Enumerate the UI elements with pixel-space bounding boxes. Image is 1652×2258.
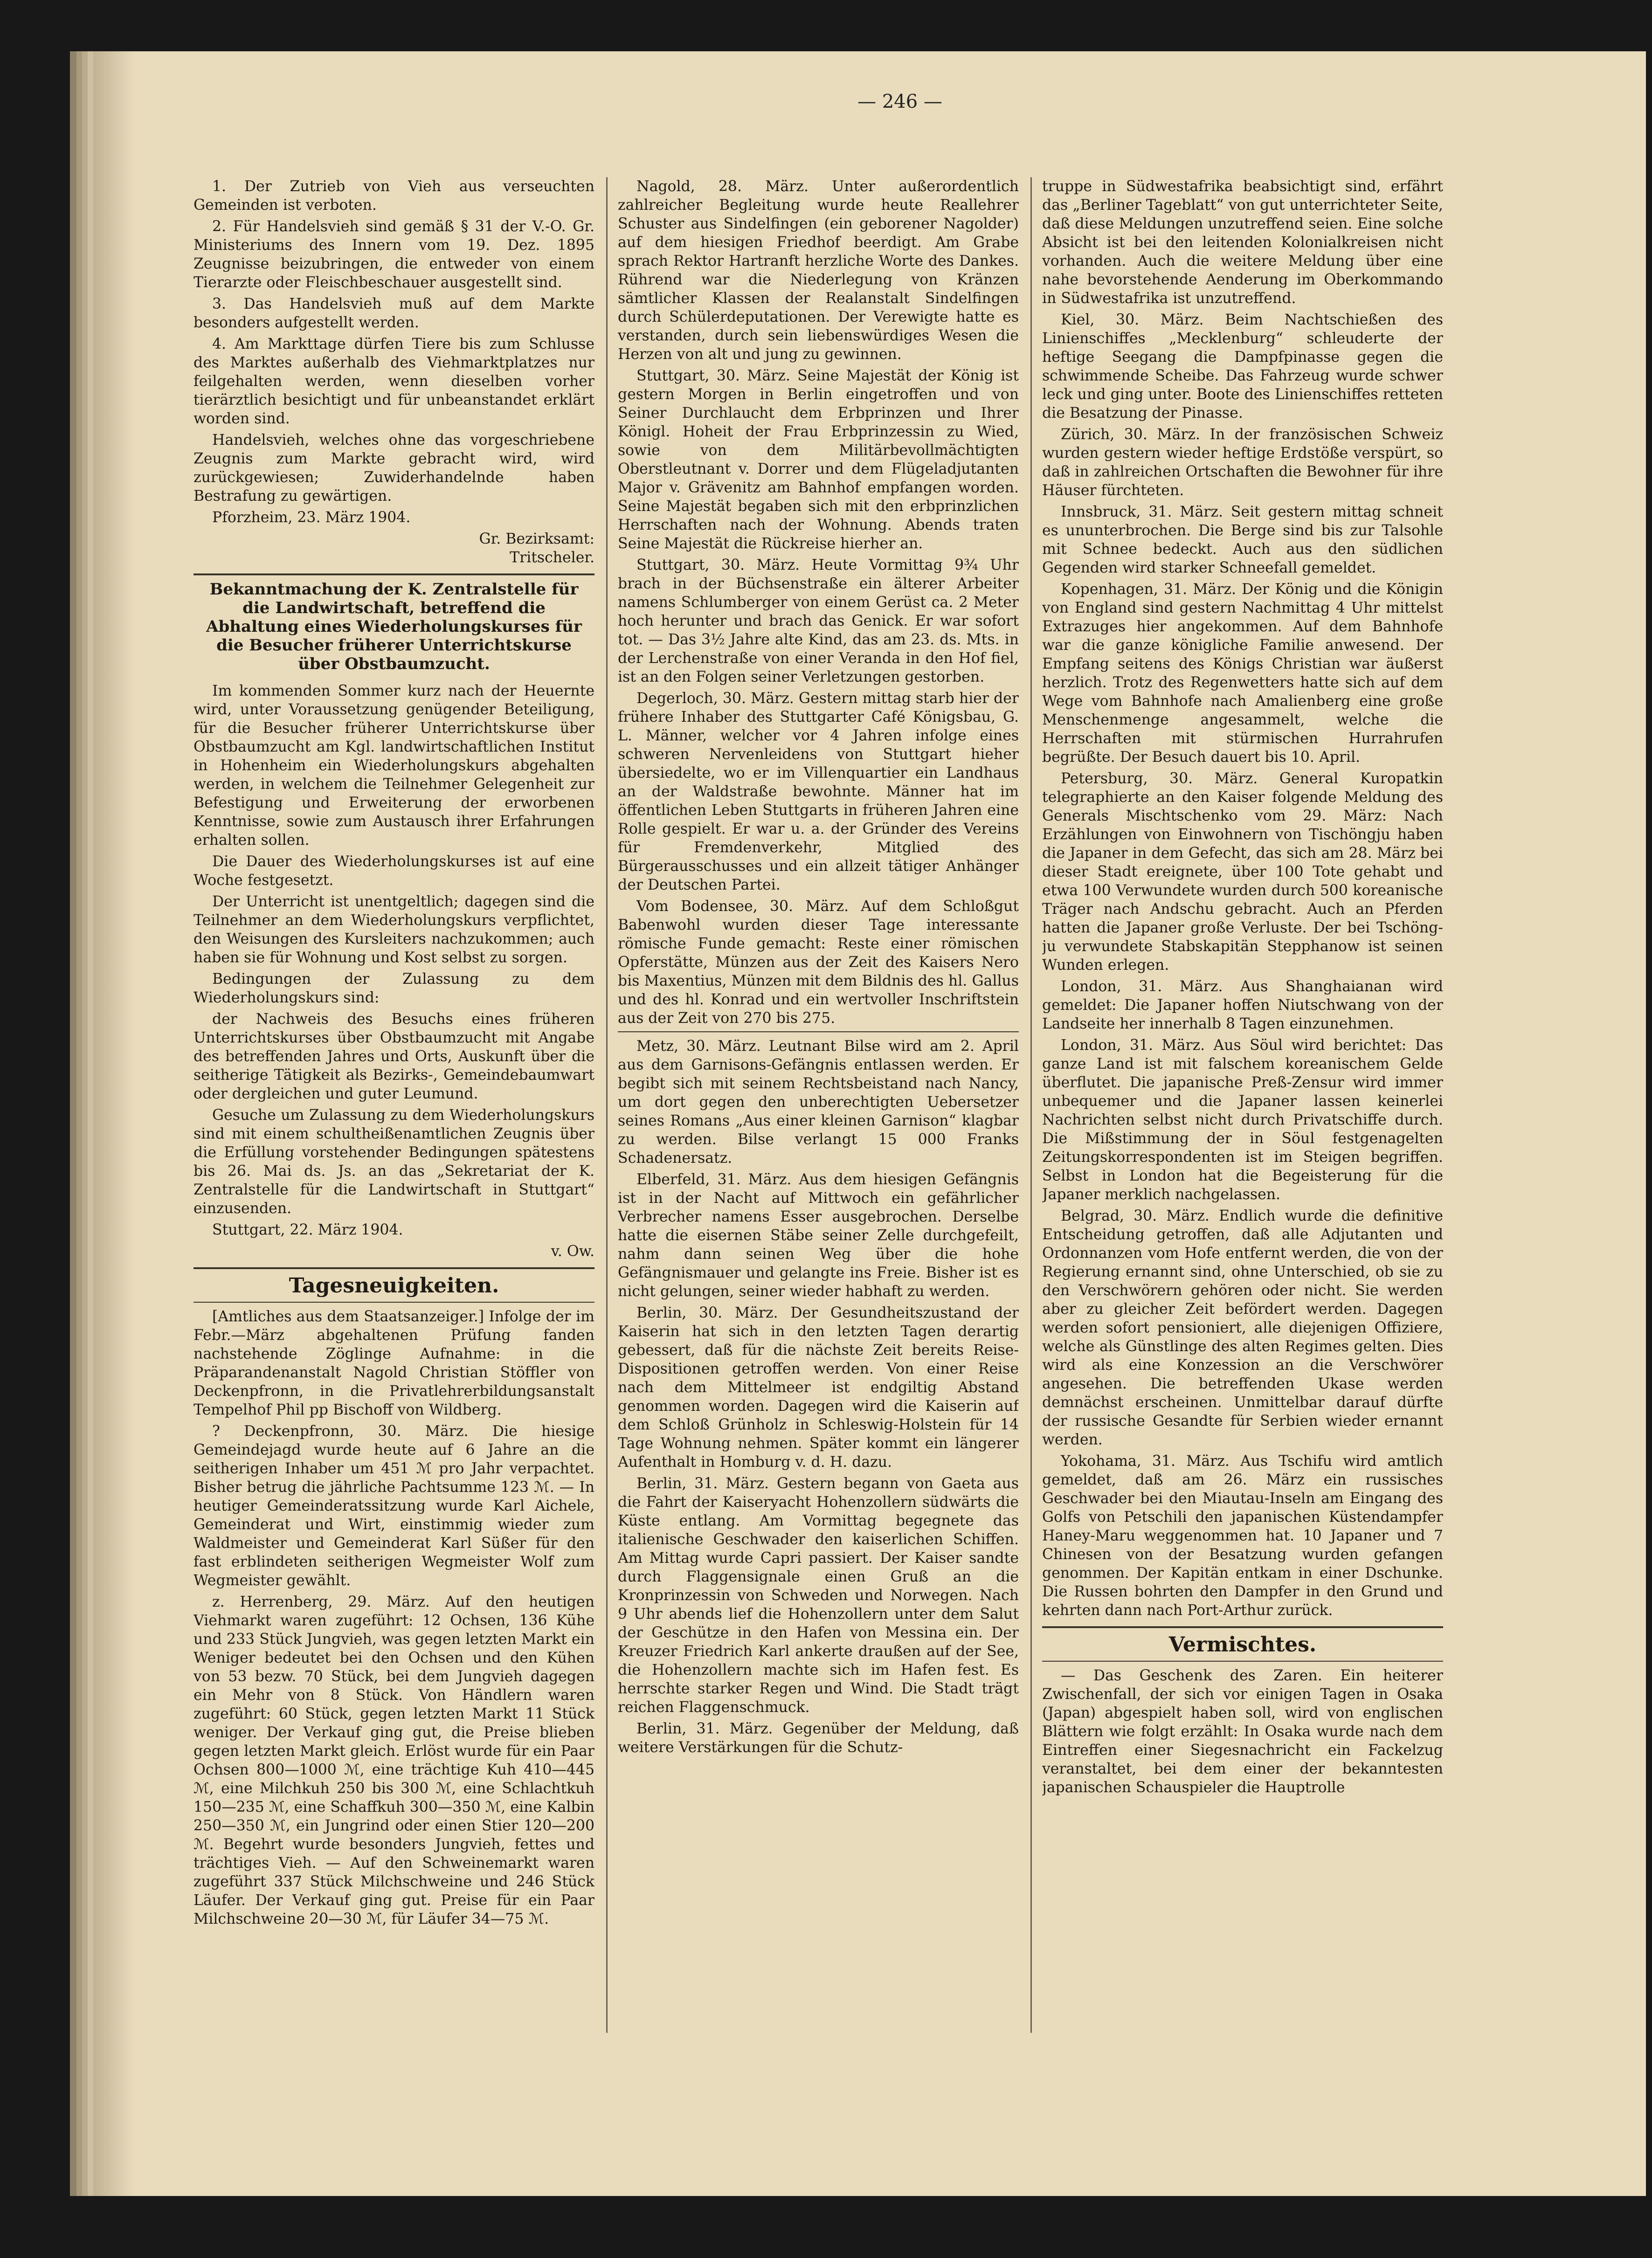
paragraph: Der Unterricht ist unentgeltlich; dagegen sind die Teilnehmer an dem Wiederholungskurs verpflichtet, den Weisungen des Kursleiters nachzukommen; auch haben sie für Wohnung und Kost selbst zu sorgen. bbox=[194, 893, 594, 966]
signature-name: Tritscheler. bbox=[510, 549, 594, 566]
news-item: Berlin, 30. März. Der Gesundheitszustand der Kaiserin hat sich in den letzten Tagen derartig gebessert, daß für die nächste Zeit bereits Reise-Dispositionen getroffen werden. Von einer Reise nach dem Mittelmeer ist endgiltig Abstand genommen worden. Dagegen wird die Kaiserin auf dem Schloß Grünholz in Schleswig-Holstein für 14 Tage Wohnung nehmen. Später kommt ein längerer Aufenthalt in Homburg v. d. H. dazu. bbox=[618, 1305, 1019, 1471]
signature-office: Gr. Bezirksamt: bbox=[479, 531, 594, 547]
list-item: 3. Das Handelsvieh muß auf dem Markte besonders aufgestellt werden. bbox=[194, 296, 594, 331]
news-item: Stuttgart, 30. März. Heute Vormittag 9¾ Uhr brach in der Büchsenstraße ein älterer Arbeiter namens Schlumberger von einem Gerüst ca. 2 Meter hoch herunter und brach das Genick. Er war sofort tot. — Das 3½ Jahre alte Kind, das am 23. ds. Mts. in der Lerchenstraße von einer Veranda in den Hof fiel, ist an den Folgen seiner Verletzungen gestorben. bbox=[618, 557, 1019, 685]
section-rule bbox=[618, 1031, 1019, 1032]
news-item: Yokohama, 31. März. Aus Tschifu wird amtlich gemeldet, daß am 26. März ein russisches Geschwader bei den Miautau-Inseln am Eingang des Golfs von Petschili den japanischen Küstendampfer Haney-Maru weggenommen hat. 10 Japaner und 7 Chinesen von der Besatzung wurden gefangen genommen. Der Kapitän entkam in einer Dschunke. Die Russen bohrten den Dampfer in den Grund und kehrten dann nach Port-Arthur zurück. bbox=[1042, 1453, 1443, 1619]
column-divider bbox=[1030, 177, 1032, 2033]
dateline: Pforzheim, 23. März 1904. bbox=[212, 509, 411, 526]
column-divider bbox=[606, 177, 608, 2033]
news-item: Metz, 30. März. Leutnant Bilse wird am 2. April aus dem Garnisons-Gefängnis entlassen werden. Er begibt sich mit seinem Rechtsbeistand nach Nancy, um dort gegen den unberechtigten Uebersetzer seines Romans „Aus einer kleinen Garnison“ klagbar zu werden. Bilse verlangt 15 000 Franks Schadenersatz. bbox=[618, 1038, 1019, 1167]
news-item: — Das Geschenk des Zaren. Ein heiterer Zwischenfall, der sich vor einigen Tagen in Osaka (Japan) abgespielt haben soll, wird von englischen Blättern wie folgt erzählt: In Osaka wurde nach dem Eintreffen einer Siegesnachricht ein Fackelzug veranstaltet, bei dem einer der bekanntesten japanischen Schauspieler die Hauptrolle bbox=[1042, 1667, 1443, 1796]
news-item: Elberfeld, 31. März. Aus dem hiesigen Gefängnis ist in der Nacht auf Mittwoch ein gefährlicher Verbrecher namens Esser ausgebrochen. Derselbe hatte die eisernen Stäbe seiner Zelle durchgefeilt, nahm dann seinen Weg über die hohe Gefängnismauer und gelangte ins Freie. Bisher ist es nicht gelungen, seiner wieder habhaft zu werden. bbox=[618, 1171, 1019, 1300]
news-item: Degerloch, 30. März. Gestern mittag starb hier der frühere Inhaber des Stuttgarter Café Königsbau, G. L. Männer, welcher vor 4 Jahren infolge eines schweren Nervenleidens von Stuttgart hieher übersiedelte, wo er im Villenquartier ein Landhaus an der Waldstraße bewohnte. Männer hat im öffentlichen Leben Stuttgarts in früheren Jahren eine Rolle gespielt. Er war u. a. der Gründer des Vereins für Fremdenverkehr, Mitglied des Bürgerausschusses und ein allzeit tätiger Anhänger der Deutschen Partei. bbox=[618, 690, 1019, 893]
news-item: Berlin, 31. März. Gegenüber der Meldung, daß weitere Verstärkungen für die Schutz- bbox=[618, 1720, 1019, 1756]
page-number: — 246 — bbox=[857, 91, 942, 112]
list-item: 2. Für Handelsvieh sind gemäß § 31 der V.-O. Gr. Ministeriums des Innern vom 19. Dez. 1895 Zeugnisse beizubringen, die entweder von einem Tierarzte oder Fleischbeschauer ausgestellt sind. bbox=[194, 218, 594, 291]
dateline: Stuttgart, 22. März 1904. bbox=[212, 1222, 403, 1238]
list-item: 4. Am Markttage dürfen Tiere bis zum Schlusse des Marktes außerhalb des Viehmarktplatzes nur feilgehalten werden, wenn dieselben vorher tierärztlich besichtigt und für unbeanstandet erklärt worden sind. bbox=[194, 336, 594, 427]
section-rule bbox=[194, 1267, 594, 1269]
section-rule bbox=[1042, 1626, 1443, 1628]
column-1 bbox=[194, 177, 594, 2042]
column-2 bbox=[618, 177, 1019, 2042]
heading-tagesneuigkeiten: Tagesneuigkeiten. bbox=[289, 1274, 499, 1298]
news-item: Vom Bodensee, 30. März. Auf dem Schloßgut Babenwohl wurden dieser Tage interessante römische Funde gemacht: Reste einer römischen Opferstätte, Münzen aus der Zeit des Kaisers Nero bis Maxentius, Münzen mit dem Bildnis des hl. Gallus und des hl. Konrad und ein wertvoller Inschriftstein aus der Zeit von 270 bis 275. bbox=[618, 898, 1019, 1027]
paragraph: der Nachweis des Besuchs eines früheren Unterrichtskurses über Obstbaumzucht mit Angabe des betreffenden Jahres und Orts, Auskunft über die seitherige Tätigkeit als Bezirks-, Gemeindebaumwart oder dergleichen und guter Leumund. bbox=[194, 1011, 594, 1102]
section-rule bbox=[194, 573, 594, 575]
news-item: Nagold, 28. März. Unter außerordentlich zahlreicher Begleitung wurde heute Reallehrer Schuster aus Sindelfingen (ein geborener Nagolder) auf dem hiesigen Friedhof beerdigt. Am Grabe sprach Rektor Hartranft herzliche Worte des Dankes. Rührend war die Niederlegung von Kränzen sämtlicher Klassen der Realanstalt Sindelfingen durch Schülerdeputationen. Der Verewigte hatte es verstanden, durch sein liebenswürdiges Wesen die Herzen von alt und jung zu gewinnen. bbox=[618, 178, 1019, 363]
news-item: Kiel, 30. März. Beim Nachtschießen des Linienschiffes „Mecklenburg“ schleuderte der heftige Seegang die Dampfpinasse gegen die schwimmende Scheibe. Das Fahrzeug wurde schwer leck und ging unter. Boote des Linienschiffes retteten die Besatzung der Pinasse. bbox=[1042, 311, 1443, 421]
section-rule bbox=[1042, 1661, 1443, 1662]
news-item: Kopenhagen, 31. März. Der König und die Königin von England sind gestern Nachmittag 4 Uhr mittelst Extrazuges hier angekommen. Auf dem Bahnhofe war die ganze königliche Familie anwesend. Der Empfang seitens des Königs Christian war äußerst herzlich. Trotz des Regenwetters hatte sich auf dem Wege vom Bahnhofe nach Amalienberg eine große Menschenmenge angesammelt, welche die Herrschaften mit stürmischen Hurrahrufen begrüßte. Der Besuch dauert bis 10. April. bbox=[1042, 581, 1443, 766]
news-item: Stuttgart, 30. März. Seine Majestät der König ist gestern Morgen in Berlin eingetroffen und von Seiner Durchlaucht dem Erbprinzen und Ihrer Königl. Hoheit der Frau Erbprinzessin zu Wied, sowie von dem Militärbevollmächtigten Oberstleutnant v. Dorrer und dem Flügeladjutanten Major v. Grävenitz am Bahnhof empfangen worden. Seine Majestät begaben sich mit den erbprinzlichen Herrschaften nach der Wohnung. Abends traten Seine Majestät die Rückreise hierher an. bbox=[618, 367, 1019, 552]
paragraph: Gesuche um Zulassung zu dem Wiederholungskurs sind mit einem schultheißenamtlichen Zeugnis über die Erfüllung vorstehender Bedingungen spätestens bis 26. Mai ds. Js. an das „Sekretariat der K. Zentralstelle für die Landwirtschaft in Stuttgart“ einzusenden. bbox=[194, 1107, 594, 1217]
section-rule bbox=[194, 1302, 594, 1303]
news-item: [Amtliches aus dem Staatsanzeiger.] Infolge der im Febr.—März abgehaltenen Prüfung fanden nachstehende Zöglinge Aufnahme: in die Präparandenanstalt Nagold Christian Stöffler von Deckenpfronn, in die Privatlehrerbildungsanstalt Tempelhof Phil pp Bischoff von Wildberg. bbox=[194, 1308, 594, 1418]
news-item: London, 31. März. Aus Shanghaianan wird gemeldet: Die Japaner hoffen Niutschwang von der Landseite her innerhalb 8 Tagen einzunehmen. bbox=[1042, 978, 1443, 1032]
list-item: 1. Der Zutrieb von Vieh aus verseuchten Gemeinden ist verboten. bbox=[194, 178, 594, 214]
paragraph: Die Dauer des Wiederholungskurses ist auf eine Woche festgesetzt. bbox=[194, 853, 594, 889]
heading-vermischtes: Vermischtes. bbox=[1168, 1633, 1317, 1657]
news-item: Zürich, 30. März. In der französischen Schweiz wurden gestern wieder heftige Erdstöße verspürt, so daß in zahlreichen Ortschaften die Bewohner für ihre Häuser fürchteten. bbox=[1042, 426, 1443, 499]
news-item: ? Deckenpfronn, 30. März. Die hiesige Gemeindejagd wurde heute auf 6 Jahre an die seitherigen Inhaber um 451 ℳ pro Jahr verpachtet. Bisher betrug die jährliche Pachtsumme 123 ℳ. — In heutiger Gemeinderatssitzung wurde Karl Aichele, Gemeinderat und Wirt, einstimmig wieder zum Waldmeister und Gemeinderat Karl Süßer für den fast erblindeten seitherigen Wegmeister Wolf zum Wegmeister gewählt. bbox=[194, 1423, 594, 1589]
news-item: Berlin, 31. März. Gestern begann von Gaeta aus die Fahrt der Kaiseryacht Hohenzollern südwärts die Küste entlang. Am Vormittag begegnete das italienische Geschwader den kaiserlichen Schiffen. Am Mittag wurde Capri passiert. Der Kaiser sandte durch Flaggensignale einen Gruß an die Kronprinzessin von Schweden und Norwegen. Nach 9 Uhr abends lief die Hohenzollern unter dem Salut der Geschütze in den Hafen von Messina ein. Der Kreuzer Friedrich Karl ankerte draußen auf der See, die Hohenzollern machte sich im Hafen fest. Es herrschte starker Regen und Wind. Die Stadt trägt reichen Flaggenschmuck. bbox=[618, 1475, 1019, 1716]
news-item: z. Herrenberg, 29. März. Auf den heutigen Viehmarkt waren zugeführt: 12 Ochsen, 136 Kühe und 233 Stück Jungvieh, was gegen letzten Markt ein Weniger bedeutet bei den Ochsen und den Kühen von 53 bezw. 70 Stück, bei dem Jungvieh dagegen ein Mehr von 8 Stück. Von Händlern waren zugeführt: 60 Stück, gegen letzten Markt 11 Stück weniger. Der Verkauf ging gut, die Preise blieben gegen letzten Markt gleich. Erlöst wurde für ein Paar Ochsen 800—1000 ℳ, eine trächtige Kuh 410—445 ℳ, eine Milchkuh 250 bis 300 ℳ, eine Schlachtkuh 150—235 ℳ, eine Schaffkuh 300—350 ℳ, eine Kalbin 250—350 ℳ, ein Jungrind oder einen Stier 120—200 ℳ. Begehrt wurde besonders Jungvieh, fettes und trächtiges Vieh. — Auf den Schweinemarkt waren zugeführt 337 Stück Milchschweine und 246 Stück Läufer. Der Verkauf ging gut. Preise für ein Paar Milchschweine 20—30 ℳ, für Läufer 34—75 ℳ. bbox=[194, 1594, 594, 1927]
news-item: Innsbruck, 31. März. Seit gestern mittag schneit es ununterbrochen. Die Berge sind bis zur Talsohle mit Schnee bedeckt. Auch aus den südlichen Gegenden wird starker Schneefall gemeldet. bbox=[1042, 504, 1443, 576]
paragraph: Handelsvieh, welches ohne das vorgeschriebene Zeugnis zum Markte gebracht wird, wird zurückgewiesen; Zuwiderhandelnde haben Bestrafung zu gewärtigen. bbox=[194, 432, 594, 504]
heading-bekanntmachung: Bekanntmachung der K. Zentralstelle für die Landwirtschaft, betreffend die Abhaltung eines Wiederholungskurses für die Besucher früherer Unterrichtskurse über Obstbaumzucht. bbox=[206, 580, 582, 673]
news-item: truppe in Südwestafrika beabsichtigt sind, erfährt das „Berliner Tageblatt“ von gut unterrichteter Seite, daß diese Meldungen unzutreffend seien. Eine solche Absicht ist bei den leitenden Kolonialkreisen nicht vorhanden. Auch die weitere Meldung über eine nahe bevorstehende Aenderung im Oberkommando in Südwestafrika ist unzutreffend. bbox=[1042, 178, 1443, 307]
paragraph: Im kommenden Sommer kurz nach der Heuernte wird, unter Voraussetzung genügender Beteiligung, für die Besucher früherer Unterrichtskurse über Obstbaumzucht am Kgl. landwirtschaftlichen Institut in Hohenheim ein Wiederholungskurs abgehalten werden, in welchem die Teilnehmer Gelegenheit zur Befestigung und Erweiterung der erworbenen Kenntnisse, sowie zum Austausch ihrer Erfahrungen erhalten sollen. bbox=[194, 683, 594, 849]
paragraph: Bedingungen der Zulassung zu dem Wiederholungskurs sind: bbox=[194, 971, 594, 1006]
news-item: Petersburg, 30. März. General Kuropatkin telegraphierte an den Kaiser folgende Meldung des Generals Mischtschenko vom 29. März: Nach Erzählungen von Einwohnern von Tischöngju haben die Japaner in dem Gefecht, das sich am 28. März bei dieser Stadt ereignete, über 100 Tote gehabt und etwa 100 Verwundete wurden durch 500 koreanische Träger nach Andschu gebracht. Auch an Pferden hatten die Japaner große Verluste. Der bei Tschöng-ju verwundete Stabskapitän Stepphanow ist seinen Wunden erlegen. bbox=[1042, 770, 1443, 974]
column-3 bbox=[1042, 177, 1443, 2042]
signature-name: v. Ow. bbox=[551, 1243, 594, 1260]
news-item: Belgrad, 30. März. Endlich wurde die definitive Entscheidung getroffen, daß alle Adjutanten und Ordonnanzen vom Hofe entfernt werden, die von der Regierung ernannt sind, ohne Unterschied, ob sie zu den Verschwörern gehören oder nicht. Sie werden aber zu gleicher Zeit befördert werden. Dagegen werden sofort pensioniert, alle diejenigen Offiziere, welche als Günstlinge des alten Regimes gelten. Dies wird als eine Konzession an die Verschwörer angesehen. Die betreffenden Ukase werden demnächst erscheinen. Unmittelbar darauf dürfte der russische Gesandte für Serbien wieder ernannt werden. bbox=[1042, 1208, 1443, 1448]
news-item: London, 31. März. Aus Söul wird berichtet: Das ganze Land ist mit falschem koreanischem Gelde überflutet. Die japanische Preß-Zensur wird immer unbequemer und die Japaner lassen keinerlei Nachrichten selbst nicht durch Privatschiffe durch. Die Mißstimmung der in Söul festgenagelten Zeitungskorrespondenten ist im Steigen begriffen. Selbst in London hat die Begeisterung für die Japaner merklich nachgelassen. bbox=[1042, 1037, 1443, 1203]
